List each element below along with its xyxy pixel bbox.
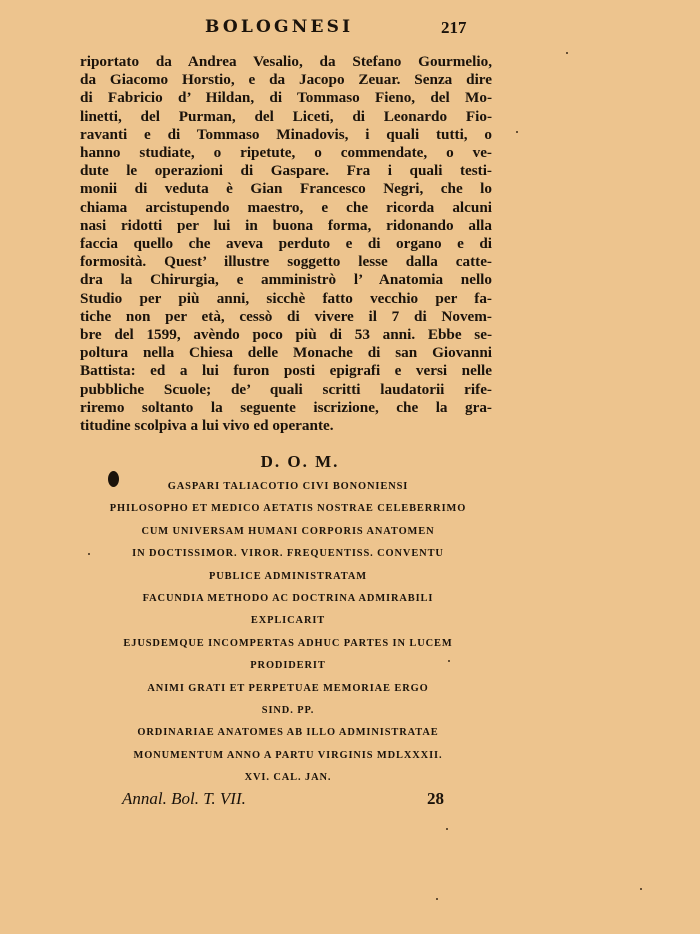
body-line: pubbliche Scuole; de’ quali scritti laudatorii rife- [80, 380, 492, 398]
signature-note: Annal. Bol. T. VII. [122, 789, 246, 808]
body-line: Studio per più anni, sicchè fatto vecchio per fa- [80, 289, 492, 307]
paper-speck [446, 828, 448, 830]
body-line: dra la Chirurgia, e amministrò l’ Anatomia nello [80, 271, 492, 289]
inscription-line: FACUNDIA METHODO AC DOCTRINA ADMIRABILI [142, 593, 434, 605]
inscription [78, 476, 498, 790]
inscription-line: ORDINARIAE ANATOMES AB ILLO ADMINISTRATAE [137, 727, 439, 739]
body-line: bre del 1599, avèndo poco più di 53 anni. Ebbe se- [80, 326, 492, 344]
body-line: ravanti e di Tommaso Minadovis, i quali tutti, o [80, 125, 492, 143]
body-line: chiama arcistupendo maestro, e che ricorda alcuni [80, 198, 492, 216]
body-line: tiche non per età, cessò di vivere il 7 di Novem- [80, 307, 492, 325]
body-line: linetti, del Purman, del Liceti, di Leonardo Fio- [80, 107, 492, 125]
body-line: poltura nella Chiesa delle Monache di san Giovanni [80, 344, 492, 362]
inscription-line: MONUMENTUM ANNO A PARTU VIRGINIS MDLXXXII. [133, 749, 443, 761]
body-line: riremo soltanto la seguente iscrizione, che la gra- [80, 398, 492, 416]
inscription-line: XVI. CAL. JAN. [244, 772, 332, 784]
inscription-line: PHILOSOPHO ET MEDICO AETATIS NOSTRAE CELEBERRIMO [109, 503, 467, 515]
running-head: BOLOGNESI [205, 17, 354, 37]
body-line: dute le operazioni di Gaspare. Fra i quali testi- [80, 162, 492, 180]
paper-speck [448, 660, 450, 662]
paper-speck [516, 131, 518, 133]
body-line: hanno studiate, o ripetute, o commendate, o ve- [80, 144, 492, 162]
paper-speck [88, 553, 90, 555]
inscription-line: CUM UNIVERSAM HUMANI CORPORIS ANATOMEN [141, 525, 435, 537]
signature-number: 28 [427, 789, 444, 808]
paper-speck [566, 52, 568, 54]
page-footer [0, 789, 700, 813]
page-header [0, 17, 700, 43]
body-line: Battista: ed a lui furon posti epigrafi e versi nelle [80, 362, 492, 380]
inscription-line: PRODIDERIT [250, 660, 326, 672]
page-number: 217 [441, 18, 467, 37]
inscription-line: GASPARI TALIACOTIO CIVI BONONIENSI [167, 481, 409, 492]
body-line: nasi ridotti per lui in buona forma, ridonando alla [80, 216, 492, 234]
inscription-line: EJUSDEMQUE INCOMPERTAS ADHUC PARTES IN LUCEM [123, 637, 453, 649]
body-line: titudine scolpiva a lui vivo ed operante. [80, 417, 334, 435]
body-line: monii di veduta è Gian Francesco Negri, che lo [80, 180, 492, 198]
inscription-line: SIND. PP. [261, 705, 315, 717]
body-text [80, 53, 492, 435]
paper-speck [436, 898, 438, 900]
inscription-line: EXPLICARIT [250, 615, 326, 627]
body-line: da Giacomo Horstio, e da Jacopo Zeuar. Senza dire [80, 71, 492, 89]
inscription-line: IN DOCTISSIMOR. VIROR. FREQUENTISS. CONVENTU [132, 548, 444, 560]
body-line: di Fabricio d’ Hildan, di Tommaso Fieno, del Mo- [80, 89, 492, 107]
paper-speck [640, 888, 642, 890]
body-line: faccia quello che aveva perduto e di organo e di [80, 235, 492, 253]
inscription-line: ANIMI GRATI ET PERPETUAE MEMORIAE ERGO [147, 682, 429, 694]
body-line: riportato da Andrea Vesalio, da Stefano Gourmelio, [80, 53, 492, 70]
inscription-line: PUBLICE ADMINISTRATAM [209, 570, 367, 582]
body-line: formosità. Quest’ illustre soggetto lesse dalla catte- [80, 253, 492, 271]
inscription-heading: D. O. M. [260, 452, 340, 471]
